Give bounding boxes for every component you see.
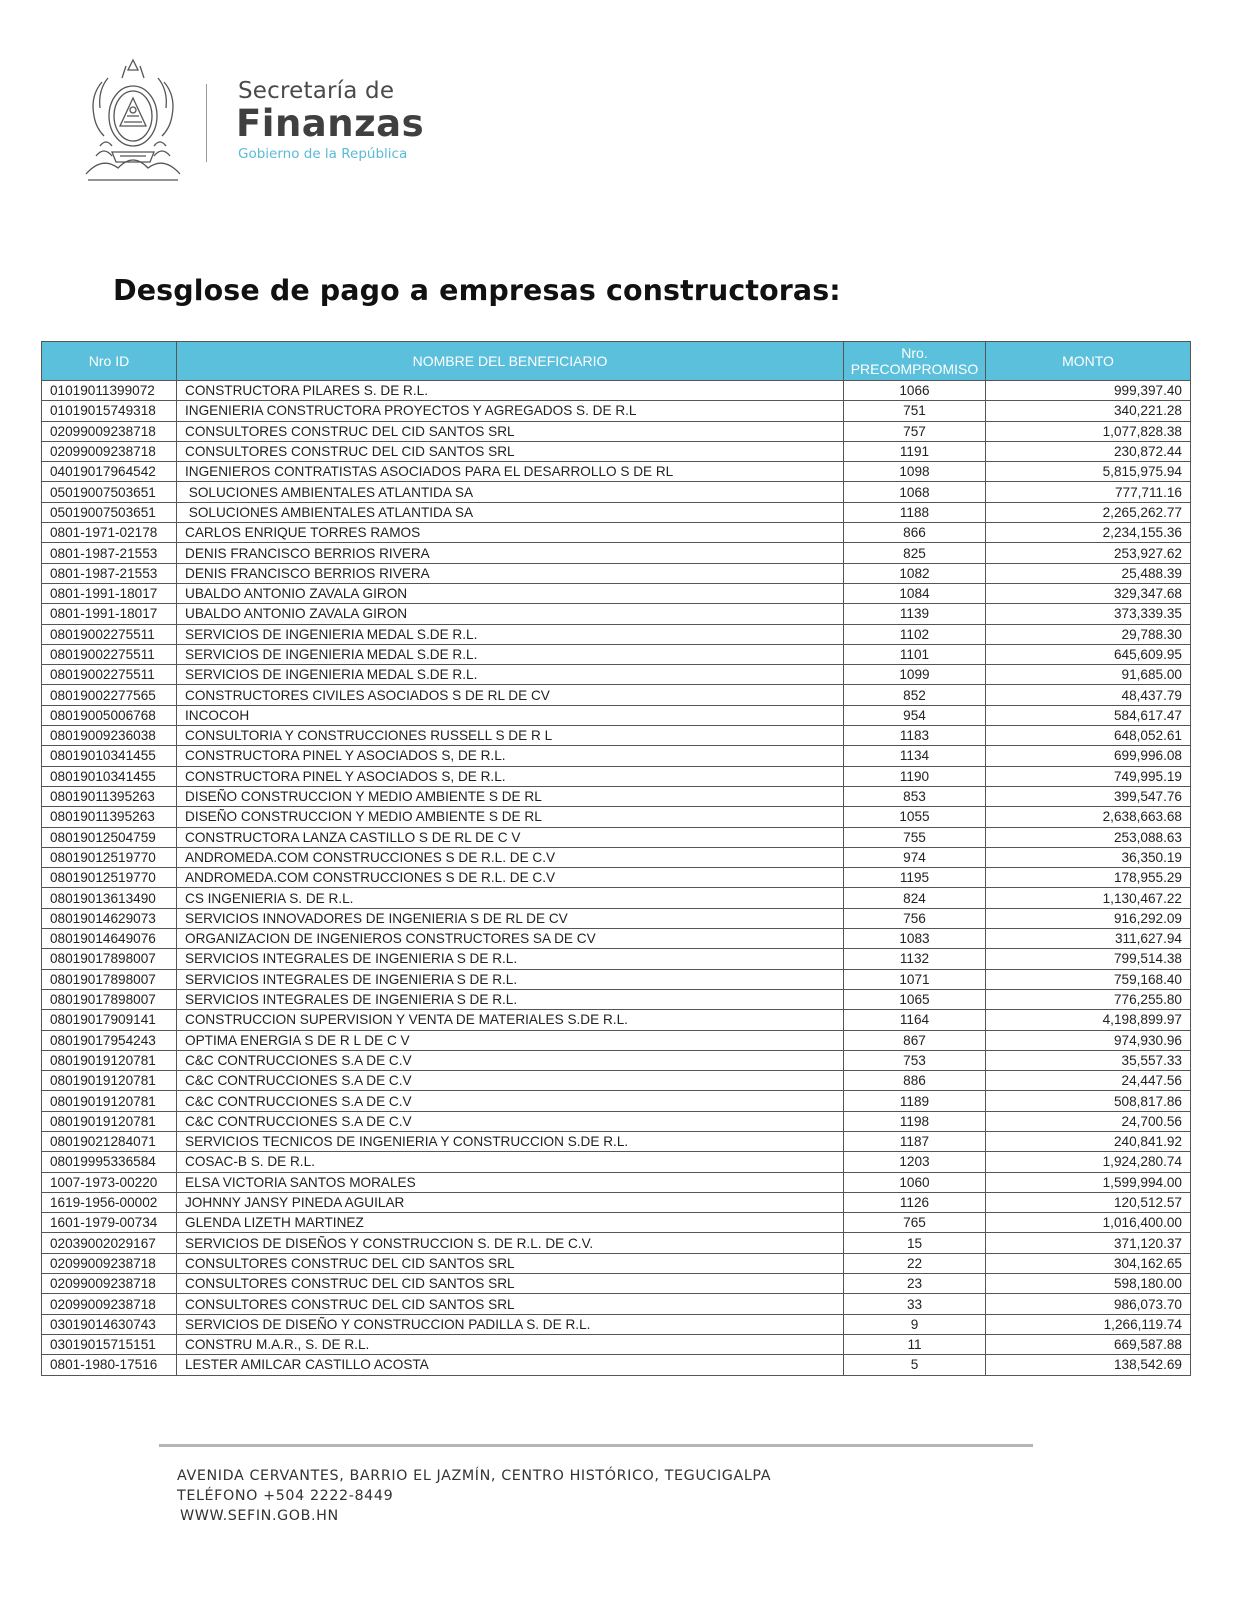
cell-precompromiso: 1183: [844, 726, 986, 746]
cell-id: 08019012519770: [42, 847, 177, 867]
table-row: [42, 685, 1191, 705]
cell-name: CONSTRUCCION SUPERVISION Y VENTA DE MATERIALES S.DE R.L.: [177, 1010, 844, 1030]
cell-precompromiso: 867: [844, 1030, 986, 1050]
cell-precompromiso: 1066: [844, 381, 986, 401]
cell-amount: 699,996.08: [986, 746, 1191, 766]
cell-amount: 91,685.00: [986, 665, 1191, 685]
cell-id: 02099009238718: [42, 1294, 177, 1314]
cell-amount: 1,924,280.74: [986, 1152, 1191, 1172]
cell-precompromiso: 1203: [844, 1152, 986, 1172]
cell-precompromiso: 755: [844, 827, 986, 847]
cell-id: 03019015715151: [42, 1334, 177, 1354]
table-row: [42, 1274, 1191, 1294]
cell-amount: 240,841.92: [986, 1131, 1191, 1151]
cell-precompromiso: 825: [844, 543, 986, 563]
cell-id: 0801-1991-18017: [42, 604, 177, 624]
cell-amount: 1,130,467.22: [986, 888, 1191, 908]
table-row: [42, 604, 1191, 624]
table-row: [42, 624, 1191, 644]
footer-phone: TELÉFONO +504 2222-8449: [177, 1488, 394, 1504]
table-row: [42, 1192, 1191, 1212]
cell-precompromiso: 22: [844, 1253, 986, 1273]
cell-name: SOLUCIONES AMBIENTALES ATLANTIDA SA: [177, 502, 844, 522]
cell-amount: 648,052.61: [986, 726, 1191, 746]
cell-id: 08019012504759: [42, 827, 177, 847]
cell-amount: 230,872.44: [986, 441, 1191, 461]
cell-precompromiso: 1139: [844, 604, 986, 624]
table-row: [42, 583, 1191, 603]
cell-id: 08019002275511: [42, 644, 177, 664]
table-row: [42, 381, 1191, 401]
cell-name: CS INGENIERIA S. DE R.L.: [177, 888, 844, 908]
cell-id: 08019013613490: [42, 888, 177, 908]
cell-id: 02099009238718: [42, 1274, 177, 1294]
cell-precompromiso: 15: [844, 1233, 986, 1253]
table-row: [42, 827, 1191, 847]
cell-amount: 776,255.80: [986, 989, 1191, 1009]
cell-id: 1619-1956-00002: [42, 1192, 177, 1212]
cell-amount: 2,638,663.68: [986, 807, 1191, 827]
cell-precompromiso: 757: [844, 421, 986, 441]
table-row: [42, 746, 1191, 766]
cell-name: C&C CONTRUCCIONES S.A DE C.V: [177, 1091, 844, 1111]
cell-precompromiso: 1101: [844, 644, 986, 664]
cell-name: C&C CONTRUCCIONES S.A DE C.V: [177, 1071, 844, 1091]
cell-name: SERVICIOS INTEGRALES DE INGENIERIA S DE R.L.: [177, 949, 844, 969]
cell-precompromiso: 866: [844, 523, 986, 543]
cell-name: UBALDO ANTONIO ZAVALA GIRON: [177, 604, 844, 624]
cell-precompromiso: 1188: [844, 502, 986, 522]
cell-id: 1601-1979-00734: [42, 1213, 177, 1233]
cell-precompromiso: 1187: [844, 1131, 986, 1151]
cell-amount: 4,198,899.97: [986, 1010, 1191, 1030]
cell-id: 08019017909141: [42, 1010, 177, 1030]
cell-name: CONSTRUCTORA LANZA CASTILLO S DE RL DE C V: [177, 827, 844, 847]
cell-precompromiso: 765: [844, 1213, 986, 1233]
cell-id: 08019009236038: [42, 726, 177, 746]
cell-id: 08019995336584: [42, 1152, 177, 1172]
cell-amount: 304,162.65: [986, 1253, 1191, 1273]
cell-name: CONSTRUCTORA PINEL Y ASOCIADOS S, DE R.L.: [177, 746, 844, 766]
cell-name: CARLOS ENRIQUE TORRES RAMOS: [177, 523, 844, 543]
table-row: [42, 644, 1191, 664]
payments-table: [41, 341, 1191, 1376]
cell-name: CONSULTORIA Y CONSTRUCCIONES RUSSELL S DE R L: [177, 726, 844, 746]
table-row: [42, 401, 1191, 421]
cell-name: ANDROMEDA.COM CONSTRUCCIONES S DE R.L. DE C.V: [177, 847, 844, 867]
cell-id: 01019011399072: [42, 381, 177, 401]
cell-id: 05019007503651: [42, 502, 177, 522]
cell-precompromiso: 1126: [844, 1192, 986, 1212]
cell-name: C&C CONTRUCCIONES S.A DE C.V: [177, 1111, 844, 1131]
cell-name: SERVICIOS DE INGENIERIA MEDAL S.DE R.L.: [177, 644, 844, 664]
cell-amount: 29,788.30: [986, 624, 1191, 644]
cell-precompromiso: 751: [844, 401, 986, 421]
footer-address: AVENIDA CERVANTES, BARRIO EL JAZMÍN, CENTRO HISTÓRICO, TEGUCIGALPA: [177, 1468, 772, 1484]
col-header-pre-line2: PRECOMPROMISO: [850, 361, 979, 377]
cell-name: SERVICIOS TECNICOS DE INGENIERIA Y CONSTRUCCION S.DE R.L.: [177, 1131, 844, 1151]
cell-precompromiso: 1190: [844, 766, 986, 786]
cell-id: 08019002277565: [42, 685, 177, 705]
cell-id: 02039002029167: [42, 1233, 177, 1253]
cell-id: 08019017954243: [42, 1030, 177, 1050]
org-name-line3: Gobierno de la República: [238, 146, 408, 162]
table-row: [42, 1071, 1191, 1091]
cell-name: CONSULTORES CONSTRUC DEL CID SANTOS SRL: [177, 1253, 844, 1273]
cell-name: CONSTRU M.A.R., S. DE R.L.: [177, 1334, 844, 1354]
cell-amount: 2,234,155.36: [986, 523, 1191, 543]
cell-amount: 749,995.19: [986, 766, 1191, 786]
cell-precompromiso: 1084: [844, 583, 986, 603]
cell-precompromiso: 954: [844, 705, 986, 725]
cell-precompromiso: 753: [844, 1050, 986, 1070]
cell-precompromiso: 11: [844, 1334, 986, 1354]
table-row: [42, 1213, 1191, 1233]
cell-name: JOHNNY JANSY PINEDA AGUILAR: [177, 1192, 844, 1212]
cell-precompromiso: 853: [844, 786, 986, 806]
cell-amount: 120,512.57: [986, 1192, 1191, 1212]
cell-name: ELSA VICTORIA SANTOS MORALES: [177, 1172, 844, 1192]
cell-precompromiso: 1132: [844, 949, 986, 969]
cell-name: SERVICIOS DE INGENIERIA MEDAL S.DE R.L.: [177, 624, 844, 644]
col-header-amount: MONTO: [986, 342, 1191, 381]
table-row: [42, 1314, 1191, 1334]
cell-amount: 48,437.79: [986, 685, 1191, 705]
table-body: [42, 381, 1191, 1376]
cell-id: 02099009238718: [42, 441, 177, 461]
cell-precompromiso: 23: [844, 1274, 986, 1294]
cell-precompromiso: 1083: [844, 929, 986, 949]
cell-amount: 2,265,262.77: [986, 502, 1191, 522]
cell-amount: 25,488.39: [986, 563, 1191, 583]
cell-precompromiso: 1055: [844, 807, 986, 827]
cell-id: 08019019120781: [42, 1111, 177, 1131]
cell-precompromiso: 33: [844, 1294, 986, 1314]
cell-precompromiso: 1198: [844, 1111, 986, 1131]
table-row: [42, 1334, 1191, 1354]
col-header-pre-line1: Nro.: [901, 345, 928, 361]
footer-website[interactable]: WWW.SEFIN.GOB.HN: [180, 1508, 339, 1524]
cell-id: 08019012519770: [42, 868, 177, 888]
cell-name: COSAC-B S. DE R.L.: [177, 1152, 844, 1172]
cell-precompromiso: 1060: [844, 1172, 986, 1192]
cell-name: C&C CONTRUCCIONES S.A DE C.V: [177, 1050, 844, 1070]
cell-name: DENIS FRANCISCO BERRIOS RIVERA: [177, 543, 844, 563]
cell-name: INGENIERIA CONSTRUCTORA PROYECTOS Y AGREGADOS S. DE R.L: [177, 401, 844, 421]
cell-id: 1007-1973-00220: [42, 1172, 177, 1192]
table-row: [42, 969, 1191, 989]
cell-precompromiso: 1065: [844, 989, 986, 1009]
cell-id: 03019014630743: [42, 1314, 177, 1334]
cell-amount: 340,221.28: [986, 401, 1191, 421]
coat-of-arms-icon: [82, 56, 184, 184]
cell-id: 05019007503651: [42, 482, 177, 502]
cell-amount: 669,587.88: [986, 1334, 1191, 1354]
table-row: [42, 908, 1191, 928]
table-row: [42, 523, 1191, 543]
cell-amount: 329,347.68: [986, 583, 1191, 603]
cell-precompromiso: 1189: [844, 1091, 986, 1111]
cell-amount: 36,350.19: [986, 847, 1191, 867]
cell-name: CONSULTORES CONSTRUC DEL CID SANTOS SRL: [177, 1294, 844, 1314]
cell-id: 02099009238718: [42, 1253, 177, 1273]
cell-precompromiso: 1191: [844, 441, 986, 461]
cell-name: SOLUCIONES AMBIENTALES ATLANTIDA SA: [177, 482, 844, 502]
cell-amount: 24,447.56: [986, 1071, 1191, 1091]
cell-amount: 916,292.09: [986, 908, 1191, 928]
cell-precompromiso: 886: [844, 1071, 986, 1091]
cell-id: 08019011395263: [42, 807, 177, 827]
footer-divider: [159, 1444, 1033, 1447]
table-row: [42, 543, 1191, 563]
cell-name: ANDROMEDA.COM CONSTRUCCIONES S DE R.L. DE C.V: [177, 868, 844, 888]
cell-amount: 1,266,119.74: [986, 1314, 1191, 1334]
org-name-line1: Secretaría de: [238, 78, 395, 104]
col-header-precompromiso: [844, 342, 986, 381]
cell-name: GLENDA LIZETH MARTINEZ: [177, 1213, 844, 1233]
cell-name: OPTIMA ENERGIA S DE R L DE C V: [177, 1030, 844, 1050]
cell-precompromiso: 1164: [844, 1010, 986, 1030]
cell-id: 0801-1971-02178: [42, 523, 177, 543]
table-row: [42, 868, 1191, 888]
cell-id: 08019019120781: [42, 1050, 177, 1070]
col-header-name: NOMBRE DEL BENEFICIARIO: [177, 342, 844, 381]
table-row: [42, 786, 1191, 806]
cell-name: SERVICIOS DE INGENIERIA MEDAL S.DE R.L.: [177, 665, 844, 685]
cell-amount: 373,339.35: [986, 604, 1191, 624]
table-row: [42, 441, 1191, 461]
table-row: [42, 726, 1191, 746]
cell-amount: 999,397.40: [986, 381, 1191, 401]
cell-id: 08019002275511: [42, 624, 177, 644]
cell-name: SERVICIOS INTEGRALES DE INGENIERIA S DE R.L.: [177, 989, 844, 1009]
cell-precompromiso: 852: [844, 685, 986, 705]
table-row: [42, 1294, 1191, 1314]
cell-id: 08019017898007: [42, 989, 177, 1009]
table-row: [42, 482, 1191, 502]
table-row: [42, 847, 1191, 867]
cell-amount: 777,711.16: [986, 482, 1191, 502]
table-row: [42, 462, 1191, 482]
cell-precompromiso: 1068: [844, 482, 986, 502]
cell-amount: 1,016,400.00: [986, 1213, 1191, 1233]
cell-id: 08019005006768: [42, 705, 177, 725]
cell-precompromiso: 1195: [844, 868, 986, 888]
page-title: Desglose de pago a empresas constructoras:: [113, 274, 841, 307]
table-row: [42, 1152, 1191, 1172]
cell-precompromiso: 5: [844, 1355, 986, 1375]
cell-amount: 598,180.00: [986, 1274, 1191, 1294]
cell-name: CONSTRUCTORA PINEL Y ASOCIADOS S, DE R.L.: [177, 766, 844, 786]
cell-id: 08019011395263: [42, 786, 177, 806]
cell-name: DISEÑO CONSTRUCCION Y MEDIO AMBIENTE S DE RL: [177, 786, 844, 806]
cell-name: SERVICIOS INNOVADORES DE INGENIERIA S DE RL DE CV: [177, 908, 844, 928]
cell-id: 08019010341455: [42, 746, 177, 766]
table-row: [42, 1131, 1191, 1151]
table-row: [42, 563, 1191, 583]
cell-amount: 645,609.95: [986, 644, 1191, 664]
table-row: [42, 1091, 1191, 1111]
cell-name: SERVICIOS INTEGRALES DE INGENIERIA S DE R.L.: [177, 969, 844, 989]
cell-precompromiso: 824: [844, 888, 986, 908]
cell-precompromiso: 1071: [844, 969, 986, 989]
cell-amount: 5,815,975.94: [986, 462, 1191, 482]
cell-amount: 508,817.86: [986, 1091, 1191, 1111]
cell-name: INCOCOH: [177, 705, 844, 725]
table-row: [42, 949, 1191, 969]
org-name-line2: Finanzas: [236, 102, 425, 145]
table-row: [42, 705, 1191, 725]
cell-id: 0801-1987-21553: [42, 563, 177, 583]
table-row: [42, 1233, 1191, 1253]
cell-name: INGENIEROS CONTRATISTAS ASOCIADOS PARA EL DESARROLLO S DE RL: [177, 462, 844, 482]
cell-id: 08019019120781: [42, 1071, 177, 1091]
table-row: [42, 807, 1191, 827]
header-divider: [206, 84, 207, 162]
cell-id: 08019019120781: [42, 1091, 177, 1111]
cell-amount: 974,930.96: [986, 1030, 1191, 1050]
cell-id: 08019014649076: [42, 929, 177, 949]
col-header-id: Nro ID: [42, 342, 177, 381]
cell-precompromiso: 1098: [844, 462, 986, 482]
cell-amount: 138,542.69: [986, 1355, 1191, 1375]
cell-precompromiso: 1134: [844, 746, 986, 766]
cell-id: 01019015749318: [42, 401, 177, 421]
cell-name: SERVICIOS DE DISEÑO Y CONSTRUCCION PADILLA S. DE R.L.: [177, 1314, 844, 1334]
cell-id: 0801-1980-17516: [42, 1355, 177, 1375]
cell-name: CONSULTORES CONSTRUC DEL CID SANTOS SRL: [177, 421, 844, 441]
cell-name: SERVICIOS DE DISEÑOS Y CONSTRUCCION S. DE R.L. DE C.V.: [177, 1233, 844, 1253]
footer: [177, 1466, 771, 1526]
table-row: [42, 1355, 1191, 1375]
cell-id: 0801-1987-21553: [42, 543, 177, 563]
cell-id: 08019017898007: [42, 949, 177, 969]
cell-amount: 35,557.33: [986, 1050, 1191, 1070]
table-row: [42, 1253, 1191, 1273]
cell-amount: 1,599,994.00: [986, 1172, 1191, 1192]
cell-precompromiso: 756: [844, 908, 986, 928]
cell-id: 08019021284071: [42, 1131, 177, 1151]
letterhead: [82, 56, 482, 186]
table-row: [42, 665, 1191, 685]
cell-name: CONSTRUCTORA PILARES S. DE R.L.: [177, 381, 844, 401]
cell-amount: 584,617.47: [986, 705, 1191, 725]
cell-name: DENIS FRANCISCO BERRIOS RIVERA: [177, 563, 844, 583]
table-row: [42, 1030, 1191, 1050]
cell-amount: 759,168.40: [986, 969, 1191, 989]
table-row: [42, 1172, 1191, 1192]
cell-name: CONSULTORES CONSTRUC DEL CID SANTOS SRL: [177, 441, 844, 461]
cell-precompromiso: 974: [844, 847, 986, 867]
cell-amount: 311,627.94: [986, 929, 1191, 949]
table-row: [42, 421, 1191, 441]
cell-precompromiso: 9: [844, 1314, 986, 1334]
cell-precompromiso: 1102: [844, 624, 986, 644]
cell-id: 08019017898007: [42, 969, 177, 989]
table-row: [42, 502, 1191, 522]
cell-id: 0801-1991-18017: [42, 583, 177, 603]
cell-name: CONSTRUCTORES CIVILES ASOCIADOS S DE RL DE CV: [177, 685, 844, 705]
cell-amount: 253,927.62: [986, 543, 1191, 563]
cell-precompromiso: 1099: [844, 665, 986, 685]
cell-amount: 24,700.56: [986, 1111, 1191, 1131]
cell-amount: 1,077,828.38: [986, 421, 1191, 441]
table-row: [42, 1111, 1191, 1131]
cell-name: DISEÑO CONSTRUCCION Y MEDIO AMBIENTE S DE RL: [177, 807, 844, 827]
cell-amount: 371,120.37: [986, 1233, 1191, 1253]
cell-id: 08019002275511: [42, 665, 177, 685]
cell-id: 02099009238718: [42, 421, 177, 441]
cell-name: ORGANIZACION DE INGENIEROS CONSTRUCTORES SA DE CV: [177, 929, 844, 949]
cell-id: 04019017964542: [42, 462, 177, 482]
cell-amount: 399,547.76: [986, 786, 1191, 806]
cell-precompromiso: 1082: [844, 563, 986, 583]
cell-name: CONSULTORES CONSTRUC DEL CID SANTOS SRL: [177, 1274, 844, 1294]
cell-amount: 178,955.29: [986, 868, 1191, 888]
cell-amount: 799,514.38: [986, 949, 1191, 969]
cell-id: 08019010341455: [42, 766, 177, 786]
cell-name: LESTER AMILCAR CASTILLO ACOSTA: [177, 1355, 844, 1375]
table-row: [42, 1050, 1191, 1070]
table-header-row: [42, 342, 1191, 381]
cell-name: UBALDO ANTONIO ZAVALA GIRON: [177, 583, 844, 603]
table-row: [42, 929, 1191, 949]
table-row: [42, 989, 1191, 1009]
table-row: [42, 766, 1191, 786]
cell-amount: 986,073.70: [986, 1294, 1191, 1314]
cell-id: 08019014629073: [42, 908, 177, 928]
table-row: [42, 888, 1191, 908]
table-row: [42, 1010, 1191, 1030]
cell-amount: 253,088.63: [986, 827, 1191, 847]
